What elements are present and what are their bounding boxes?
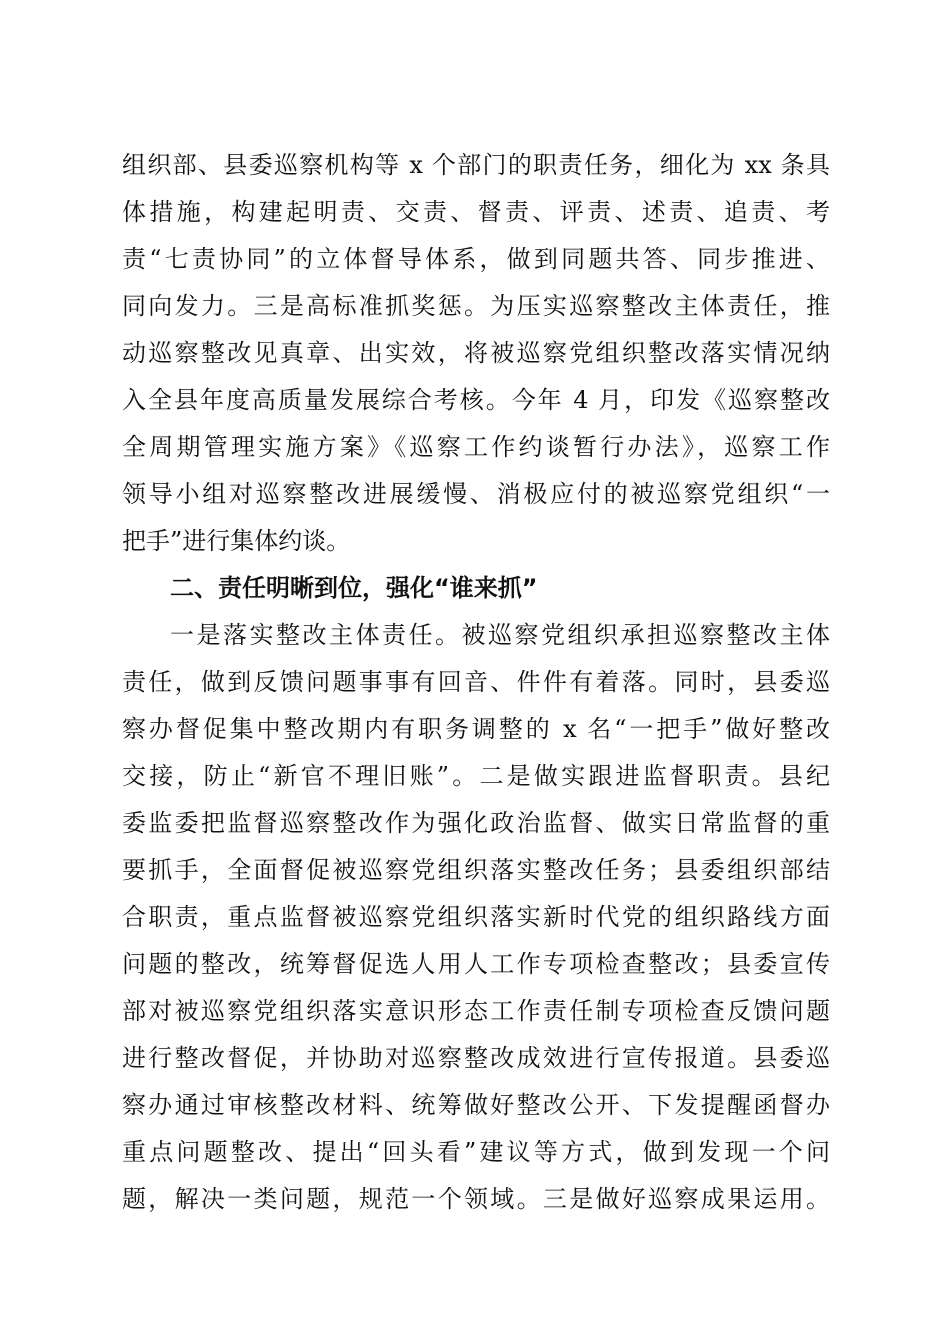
paragraph-2-line-12: 重点问题整改、提出“回头看”建议等方式，做到发现一个问 [122, 1138, 830, 1166]
paragraph-2-line-6: 要抓手，全面督促被巡察党组织落实整改任务；县委组织部结 [122, 856, 830, 884]
paragraph-2-line-13: 题，解决一类问题，规范一个领域。三是做好巡察成果运用。 [122, 1185, 830, 1213]
paragraph-2-line-3: 察办督促集中整改期内有职务调整的 x 名“一把手”做好整改 [122, 715, 830, 743]
paragraph-2-line-5: 委监委把监督巡察整改作为强化政治监督、做实日常监督的重 [122, 809, 830, 837]
paragraph-2-line-11: 察办通过审核整改材料、统筹做好整改公开、下发提醒函督办 [122, 1091, 830, 1119]
paragraph-1-line-2: 体措施，构建起明责、交责、督责、评责、述责、追责、考 [122, 198, 830, 226]
paragraph-1-line-6: 入全县年度高质量发展综合考核。今年 4 月，印发《巡察整改 [122, 386, 830, 414]
paragraph-1-line-4: 同向发力。三是高标准抓奖惩。为压实巡察整改主体责任，推 [122, 292, 830, 320]
paragraph-1-line-7: 全周期管理实施方案》《巡察工作约谈暂行办法》，巡察工作 [122, 433, 830, 461]
paragraph-2-line-10: 进行整改督促，并协助对巡察整改成效进行宣传报道。县委巡 [122, 1044, 830, 1072]
paragraph-1-line-1: 组织部、县委巡察机构等 x 个部门的职责任务，细化为 xx 条具 [122, 151, 830, 179]
paragraph-2-line-8: 问题的整改，统筹督促选人用人工作专项检查整改；县委宣传 [122, 950, 830, 978]
paragraph-2-line-1: 一是落实整改主体责任。被巡察党组织承担巡察整改主体 [170, 621, 830, 649]
paragraph-2-line-2: 责任，做到反馈问题事事有回音、件件有着落。同时，县委巡 [122, 668, 830, 696]
paragraph-2-line-7: 合职责，重点监督被巡察党组织落实新时代党的组织路线方面 [122, 903, 830, 931]
paragraph-1-line-8: 领导小组对巡察整改进展缓慢、消极应付的被巡察党组织“一 [122, 480, 830, 508]
paragraph-1-line-9: 把手”进行集体约谈。 [122, 527, 351, 555]
paragraph-1-line-5: 动巡察整改见真章、出实效，将被巡察党组织整改落实情况纳 [122, 339, 830, 367]
section-heading: 二、责任明晰到位，强化“谁来抓” [170, 574, 538, 602]
paragraph-2-line-9: 部对被巡察党组织落实意识形态工作责任制专项检查反馈问题 [122, 997, 830, 1025]
paragraph-1-line-3: 责“七责协同”的立体督导体系，做到同题共答、同步推进、 [122, 245, 830, 273]
paragraph-2-line-4: 交接，防止“新官不理旧账”。二是做实跟进监督职责。县纪 [122, 762, 830, 790]
